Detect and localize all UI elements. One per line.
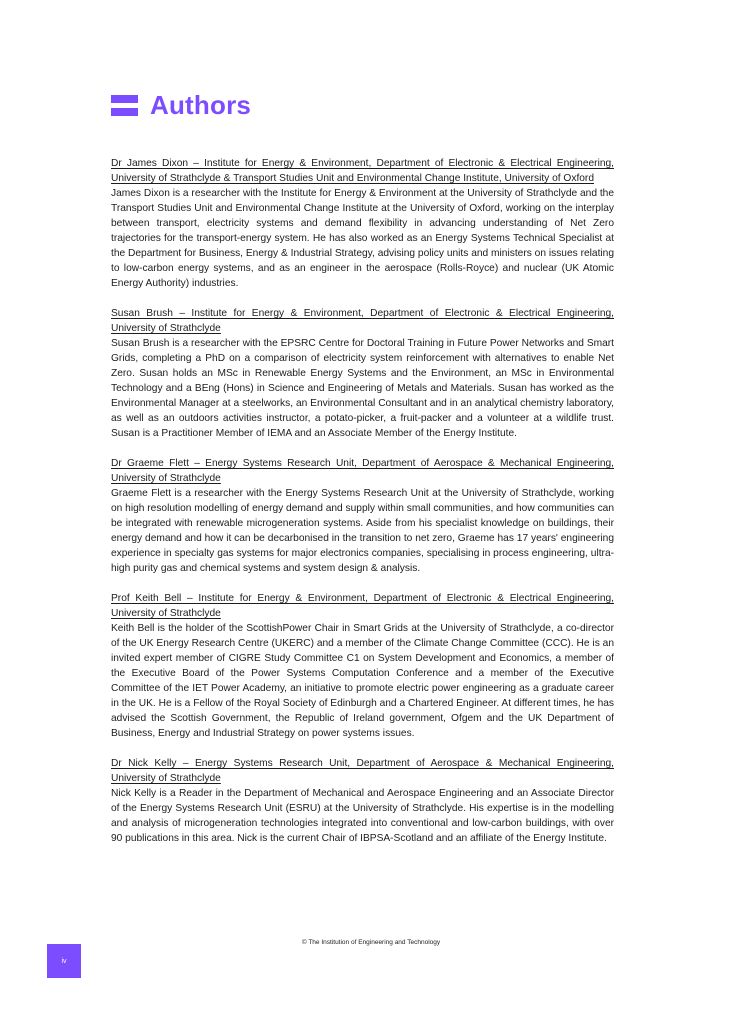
author-entry-bell — [111, 591, 614, 741]
section-bars-icon — [111, 95, 138, 116]
author-bio: Keith Bell is the holder of the ScottishPower Chair in Smart Grids at the University of Strathclyde, a co-director of the UK Energy Research Centre (UKERC) and a member of the Climate Change Committee (CCC). He is an invited expert member of CIGRE Study Committee C1 on System Development and Economics, a member of the Executive Board of the Power Systems Computation Conference and a member of the Executive Committee of the IET Power Academy, an initiative to promote electric power engineering as a graduate career in the UK. He is a Fellow of the Royal Society of Edinburgh and a Chartered Engineer. At different times, he has advised the Scottish Government, the Republic of Ireland government, Ofgem and the UK Department of Business, Energy and Industrial Strategy on power systems issues. — [111, 623, 614, 739]
author-heading: Prof Keith Bell – Institute for Energy & Environment, Department of Electronic & Electrical Engineering, University of Strathclyde — [111, 593, 614, 619]
author-list — [111, 156, 614, 861]
author-bio: Nick Kelly is a Reader in the Department of Mechanical and Aerospace Engineering and an Associate Director of the Energy Systems Research Unit (ESRU) at the University of Strathclyde. His expertise is in the modelling and analysis of microgeneration technologies integrated into conventional and low-carbon buildings, with over 90 publications in this area. Nick is the current Chair of IBPSA-Scotland and an affiliate of the Energy Institute. — [111, 788, 614, 844]
author-heading: Dr Graeme Flett – Energy Systems Research Unit, Department of Aerospace & Mechanical Engineering, University of Strathclyde — [111, 458, 614, 484]
author-entry-dixon — [111, 156, 614, 291]
author-heading: Dr Nick Kelly – Energy Systems Research Unit, Department of Aerospace & Mechanical Engineering, University of Strathclyde — [111, 758, 614, 784]
author-entry-kelly — [111, 756, 614, 846]
author-heading: Dr James Dixon – Institute for Energy & Environment, Department of Electronic & Electrical Engineering, University of Strathclyde & Transport Studies Unit and Environmental Change Institute, University of Oxford — [111, 158, 614, 184]
copyright-footer: © The Institution of Engineering and Technology — [301, 939, 441, 946]
author-heading: Susan Brush – Institute for Energy & Environment, Department of Electronic & Electrical Engineering, University of Strathclyde — [111, 308, 614, 334]
author-bio: Susan Brush is a researcher with the EPSRC Centre for Doctoral Training in Future Power Networks and Smart Grids, completing a PhD on a comparison of electricity system reinforcement with alternatives to enable Net Zero. Susan holds an MSc in Renewable Energy Systems and the Environment, an MSc in Environmental Technology and a BEng (Hons) in Science and Engineering of Metals and Materials. Susan has worked as the Environmental Manager at a steelworks, an Environmental Consultant and in an analytical chemistry laboratory, as well as an outdoors activities instructor, a potato-picker, a fruit-packer and a volunteer at a wildlife trust. Susan is a Practitioner Member of IEMA and an Associate Member of the Energy Institute. — [111, 338, 614, 439]
author-entry-brush — [111, 306, 614, 441]
author-entry-flett — [111, 456, 614, 576]
section-heading — [111, 90, 251, 121]
author-bio: James Dixon is a researcher with the Institute for Energy & Environment at the University of Strathclyde and the Transport Studies Unit and Environmental Change Institute at the University of Oxford, working on the interplay between transport, electricity systems and demand flexibility in advancing understanding of Net Zero trajectories for the transport-energy system. He has also worked as an Energy Systems Technical Specialist at the Department for Business, Energy & Industrial Strategy, advising policy units and ministers on issues relating to low-carbon energy systems, and as an engineer in the aerospace (Rolls-Royce) and nuclear (UK Atomic Energy Authority) industries. — [111, 188, 614, 289]
page-number-badge: iv — [47, 944, 81, 978]
page-title: Authors — [150, 90, 252, 120]
author-bio: Graeme Flett is a researcher with the Energy Systems Research Unit at the University of Strathclyde, working on high resolution modelling of energy demand and supply within small communities, and how communities can be integrated with renewable microgeneration systems. Aside from his specialist knowledge on buildings, their energy demand and how it can be decarbonised in the transition to net zero, Graeme has 17 years' engineering experience in specialty gas systems for major electronics companies, specialising in process engineering, ultra-high purity gas and chemical systems and system design & analysis. — [111, 488, 614, 574]
